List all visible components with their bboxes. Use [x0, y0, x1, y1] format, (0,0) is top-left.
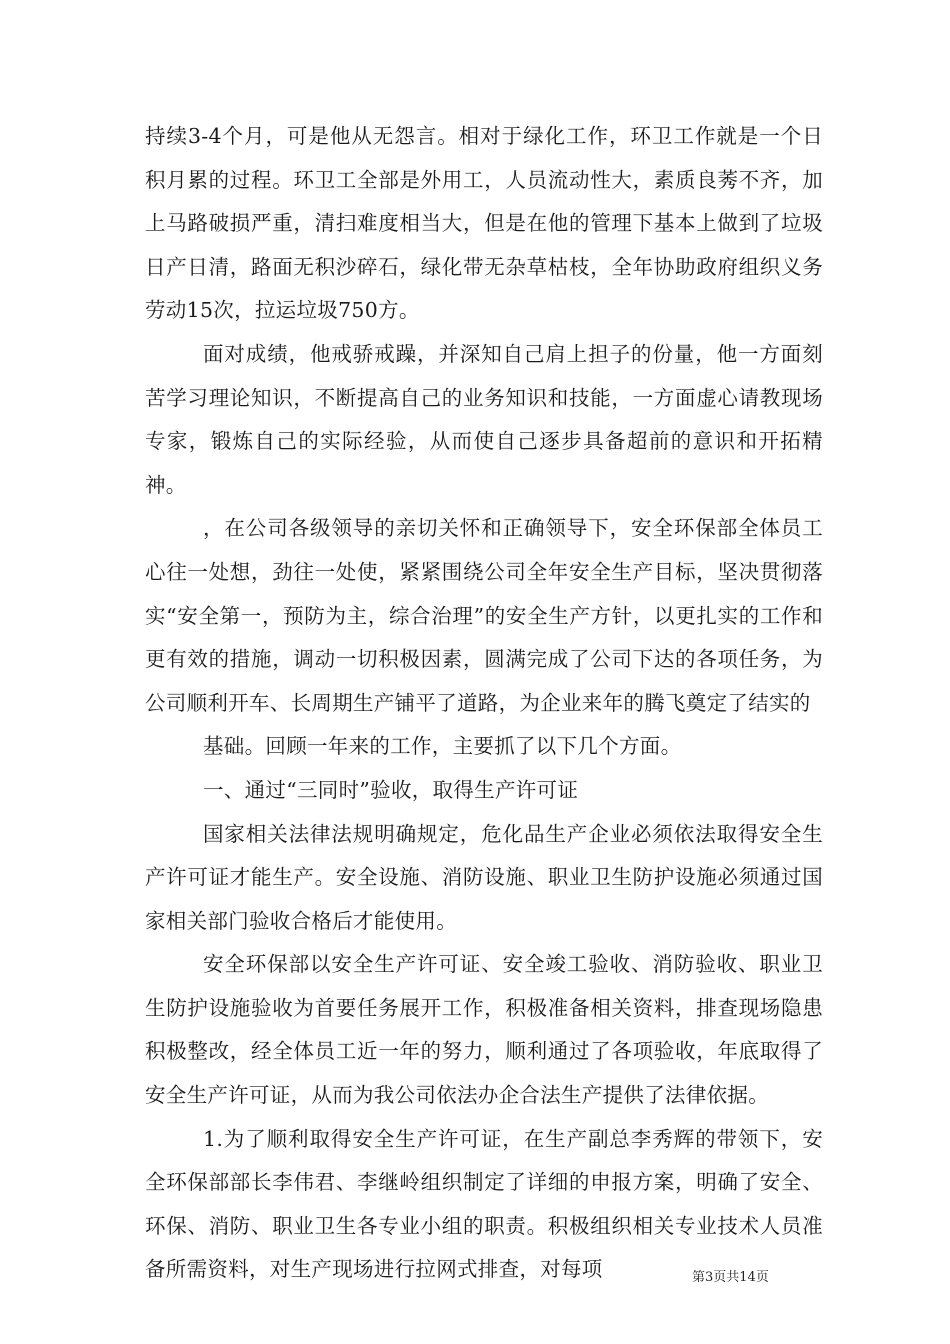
paragraph-7: 安全环保部以安全生产许可证、安全竣工验收、消防验收、职业卫生防护设施验收为首要任务展开工作，积极准备相关资料，排查现场隐患积极整改，经全体员工近一年的努力，顺利通过了各项验收，年底取得了安全生产许可证，从而为我公司依法办企合法生产提供了法律依据。 — [145, 952, 823, 1108]
paragraph-6: 国家相关法律法规明确规定，危化品生产企业必须依法取得安全生产许可证才能生产。安全设施、消防设施、职业卫生防护设施必须通过国家相关部门验收合格后才能使用。 — [145, 821, 823, 933]
paragraph-2: 面对成绩，他戒骄戒躁，并深知自己肩上担子的份量，他一方面刻苦学习理论知识，不断提高自己的业务知识和技能，一方面虚心请教现场专家，锻炼自己的实际经验，从而使自己逐步具备超前的意识和开拓精神。 — [145, 341, 823, 497]
paragraph-1: 持续3-4个月，可是他从无怨言。相对于绿化工作，环卫工作就是一个日积月累的过程。环卫工全部是外用工，人员流动性大，素质良莠不齐，加上马路破损严重，清扫难度相当大，但是在他的管理下基本上做到了垃圾日产日清，路面无积沙碎石，绿化带无杂草枯枝，全年协助政府组织义务劳动15次，拉运垃圾750方。 — [145, 124, 823, 323]
paragraph-3: ，在公司各级领导的亲切关怀和正确领导下，安全环保部全体员工心往一处想，劲往一处使，紧紧围绕公司全年安全生产目标，坚决贯彻落实“安全第一，预防为主，综合治理”的安全生产方针，以更扎实的工作和更有效的措施，调动一切积极因素，圆满完成了公司下达的各项任务，为公司顺利开车、长周期生产铺平了道路，为企业来年的腾飞奠定了结实的 — [145, 516, 823, 715]
paragraph-4: 基础。回顾一年来的工作，主要抓了以下几个方面。 — [203, 734, 682, 759]
page-number-footer: 第3页共14页 — [692, 1270, 769, 1285]
paragraph-8: 1.为了顺利取得安全生产许可证，在生产副总李秀辉的带领下，安全环保部部长李伟君、李继岭组织制定了详细的申报方案，明确了安全、环保、消防、职业卫生各专业小组的职责。积极组织相关专业技术人员准备所需资料，对生产现场进行拉网式排查，对每项 — [145, 1126, 823, 1282]
section-heading: 一、通过“三同时”验收，取得生产许可证 — [203, 777, 579, 802]
document-body — [145, 115, 823, 1292]
